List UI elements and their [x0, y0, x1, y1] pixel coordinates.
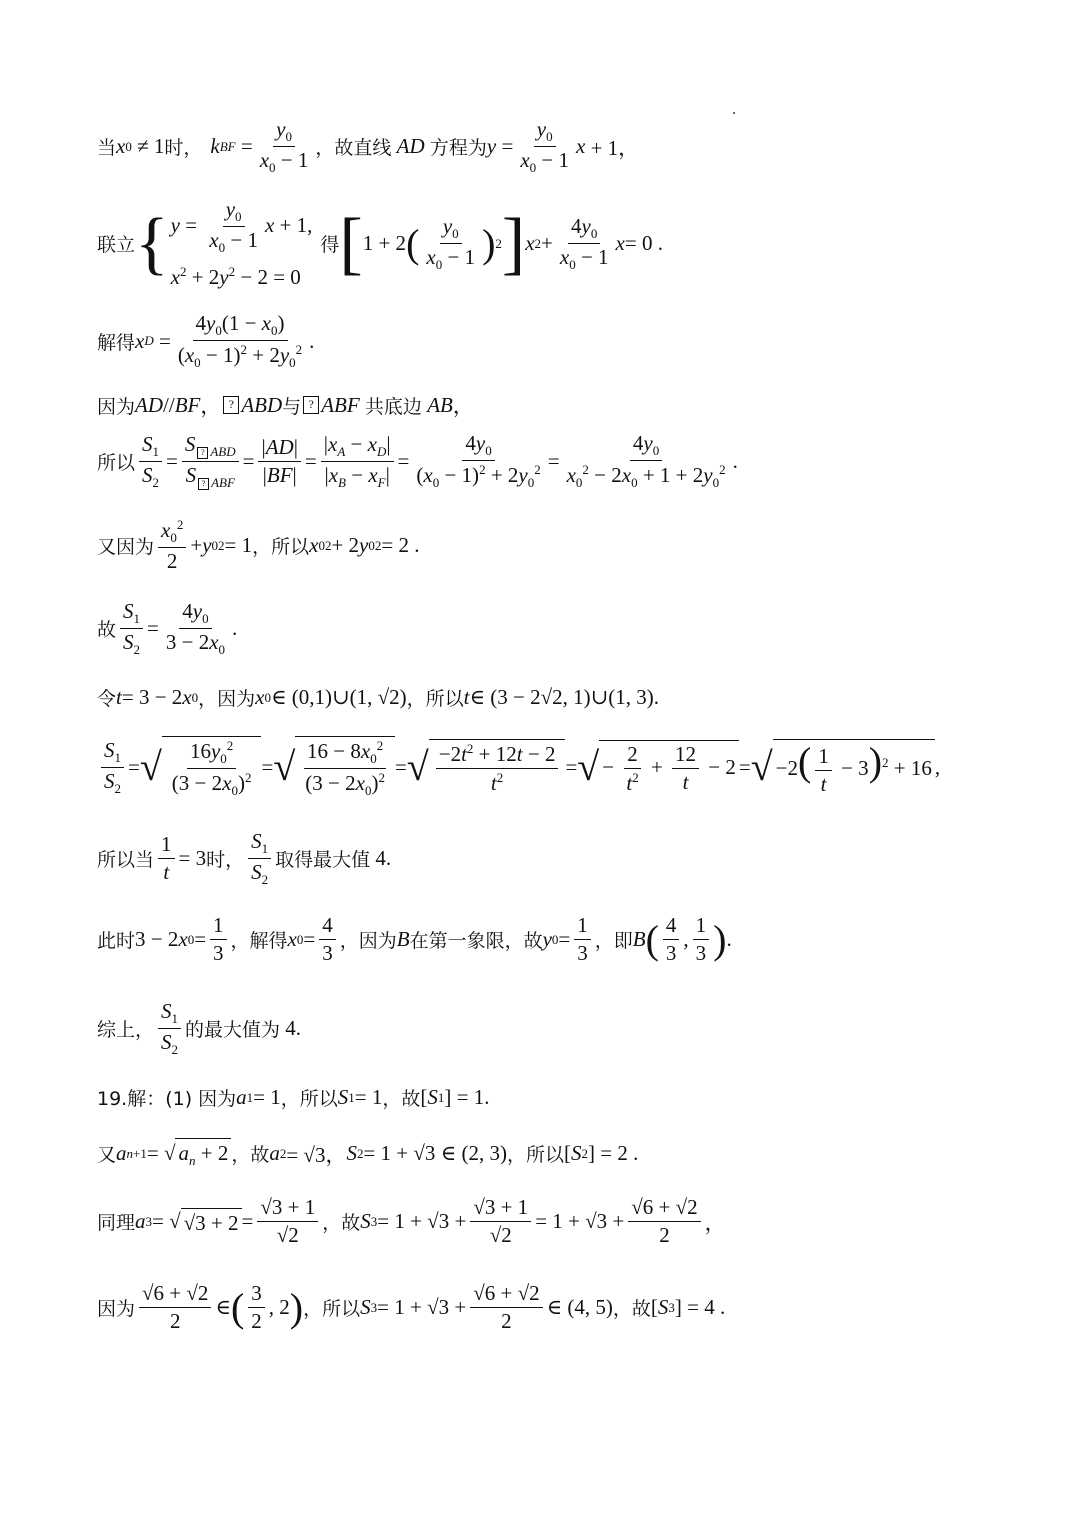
- text: 此时: [97, 930, 136, 953]
- text: 4.: [285, 1016, 302, 1041]
- text: 又因为: [97, 536, 155, 559]
- text: ，所以: [280, 1088, 338, 1110]
- text: 4.: [375, 846, 392, 871]
- line-7: 故 $\frac{S_1}{S_2}$ = $\frac{4y_0}{3 - 2x_0}$ .: [97, 599, 238, 658]
- text: ，解得: [230, 930, 288, 953]
- text: 故: [97, 619, 117, 642]
- fraction: $\frac{y_0}{x_0 - 1}$: [259, 117, 309, 176]
- text: ，故: [612, 1298, 651, 1321]
- text: ，故: [382, 1088, 421, 1110]
- text: 因为: [97, 1298, 136, 1321]
- text: 在第一象限，故: [409, 930, 543, 953]
- text: 解得: [97, 331, 136, 354]
- text: ，故: [231, 1144, 270, 1167]
- text: 所以: [97, 451, 136, 474]
- text: 与: [282, 395, 302, 418]
- text: 的最大值为: [185, 1019, 281, 1042]
- fraction: $\frac{y_0}{x_0 - 1}$: [520, 117, 569, 176]
- line-4: 因为 AD // BF ， ? ABD 与 ? ABF 共底边 AB ，: [97, 392, 474, 418]
- text: 得: [320, 234, 340, 257]
- line-5: 所以 $\frac{S_1}{S_2}$ = $\frac{S _{? ABD}}{S _{? ABF}}$ = $\frac{|AD|}{|BF|}$ = $\frac{|x_A - x_D|}{|x_B - x_F|}$ = $\frac{4y_0}{(x_0 - 1)^2 + 2y_0^2}$ = $\frac{4y_0}{x_0^2 - 2x_0 + 1 + 2y_0^2}$ .: [97, 431, 738, 491]
- line-3: 解得 x D = $\frac{4y_0(1 - x_0)}{(x_0 - 1)^2 + 2y_0^2}$ .: [97, 311, 315, 371]
- line-12: 综上， $\frac{S_1}{S_2}$ 的最大值为 4.: [97, 999, 302, 1058]
- text: 又: [97, 1144, 117, 1167]
- line-6: 又因为 $\frac{x_0^2}{2}$ + y 0 2 = 1 ，所以 x 0 2 + 2 y 0 2 = 2 .: [97, 517, 420, 574]
- line-14: 又 a n+1 = √ $a_n + 2$ ，故 a 2 = √3， S 2 = 1 + √3 ∈ (2, 3) ，所以 [ S 2 ] = 2 .: [97, 1138, 638, 1169]
- text: ，故直线: [315, 137, 392, 160]
- text: ，所以: [252, 536, 310, 559]
- text: ，所以: [506, 1144, 564, 1167]
- text: ，所以: [303, 1298, 361, 1321]
- line-15: 同理 a 3 = √ √3 + 2 = $\frac{√3 + 1}{√2}$ ，故 S 3 = 1 + √3 + $\frac{√3 + 1}{√2}$ = 1 + √3 + $\frac{√6 + √2}{2}$ ，: [97, 1195, 726, 1248]
- text: 联立: [97, 234, 136, 257]
- text: ，即: [594, 930, 633, 953]
- text: 时，: [206, 849, 245, 872]
- line-16: 因为 $\frac{√6 + √2}{2}$ ∈ ( $\frac{3}{2}$ , 2 ) ，所以 S 3 = 1 + √3 + $\frac{√6 + √2}{2}$ ∈ (4, 5) ，故 [ S 3 ] = 4 .: [97, 1281, 726, 1334]
- text: ，因为: [339, 930, 397, 953]
- line-8: 令 t = 3 − 2 x 0 ，因为 x 0 ∈ (0,1)∪(1, √2) ，所以 t ∈ (3 − 2√2, 1)∪(1, 3).: [97, 685, 659, 710]
- text: 当: [97, 137, 117, 160]
- text: ，故: [322, 1212, 361, 1235]
- text: 方程为: [429, 137, 487, 160]
- text: 时，: [164, 137, 203, 160]
- line-10: 所以当 $\frac{1}{t}$ = 3 时， $\frac{S_1}{S_2}$ 取得最大值 4.: [97, 829, 392, 888]
- line-2: 联立 { y = $\frac{y_0}{x_0 - 1}$ x + 1, $x^2 + 2y^2 - 2 = 0$ 得 [ 1 + 2 ( $\frac{y_0}{x_0 - 1}$ ) 2 ] x 2 + $\frac{4y_0}{x_0 - 1}$ x = 0 .: [97, 197, 663, 289]
- stray-dot: [733, 112, 735, 114]
- text: 取得最大值: [275, 849, 371, 872]
- text: 因为: [97, 395, 136, 418]
- line-9: $\frac{S_1}{S_2}$ = √ $\frac{16y_0^2}{(3 - 2x_0)^2}$ = √ $\frac{16 - 8x_0^2}{(3 - 2x_0)^2}$ = √ $\frac{-2t^2 + 12t - 2}{t^2}$ = √ − $\frac{2}{t^2}$ + $\frac{12}{t}$ − 2 = √ −2( $\frac{1}{t}$ − 3)$^2$ + 16 ,: [97, 736, 940, 799]
- line-1: 当 x 0 ≠ 1 时， k BF = $\frac{y_0}{x_0 - 1}$ ，故直线 AD 方程为 y = $\frac{y_0}{x_0 - 1}$ x + 1，: [97, 117, 640, 176]
- line-13: 19.解：(1) 因为 a 1 = 1 ，所以 S 1 = 1 ，故 [ S 1 ] = 1.: [97, 1085, 490, 1110]
- text: 同理: [97, 1212, 136, 1235]
- line-11: 此时 3 − 2 x 0 = $\frac{1}{3}$ ，解得 x 0 = $\frac{4}{3}$ ，因为 B 在第一象限，故 y 0 = $\frac{1}{3}$ ，即 B ( $\frac{4}{3}$ , $\frac{1}{3}$ ) .: [97, 913, 732, 966]
- text: 所以当: [97, 849, 155, 872]
- text: 共底边: [364, 395, 422, 418]
- text: 19.解：(1) 因为: [97, 1088, 237, 1110]
- text: 令: [97, 688, 117, 710]
- text: 综上，: [97, 1019, 155, 1042]
- equation-system: y = $\frac{y_0}{x_0 - 1}$ x + 1, $x^2 + 2y^2 - 2 = 0$: [170, 197, 313, 289]
- fraction: $\frac{4y_0(1 - x_0)}{(x_0 - 1)^2 + 2y_0^2}$: [177, 311, 303, 371]
- text: ，所以: [406, 688, 464, 710]
- text: ，因为: [198, 688, 256, 710]
